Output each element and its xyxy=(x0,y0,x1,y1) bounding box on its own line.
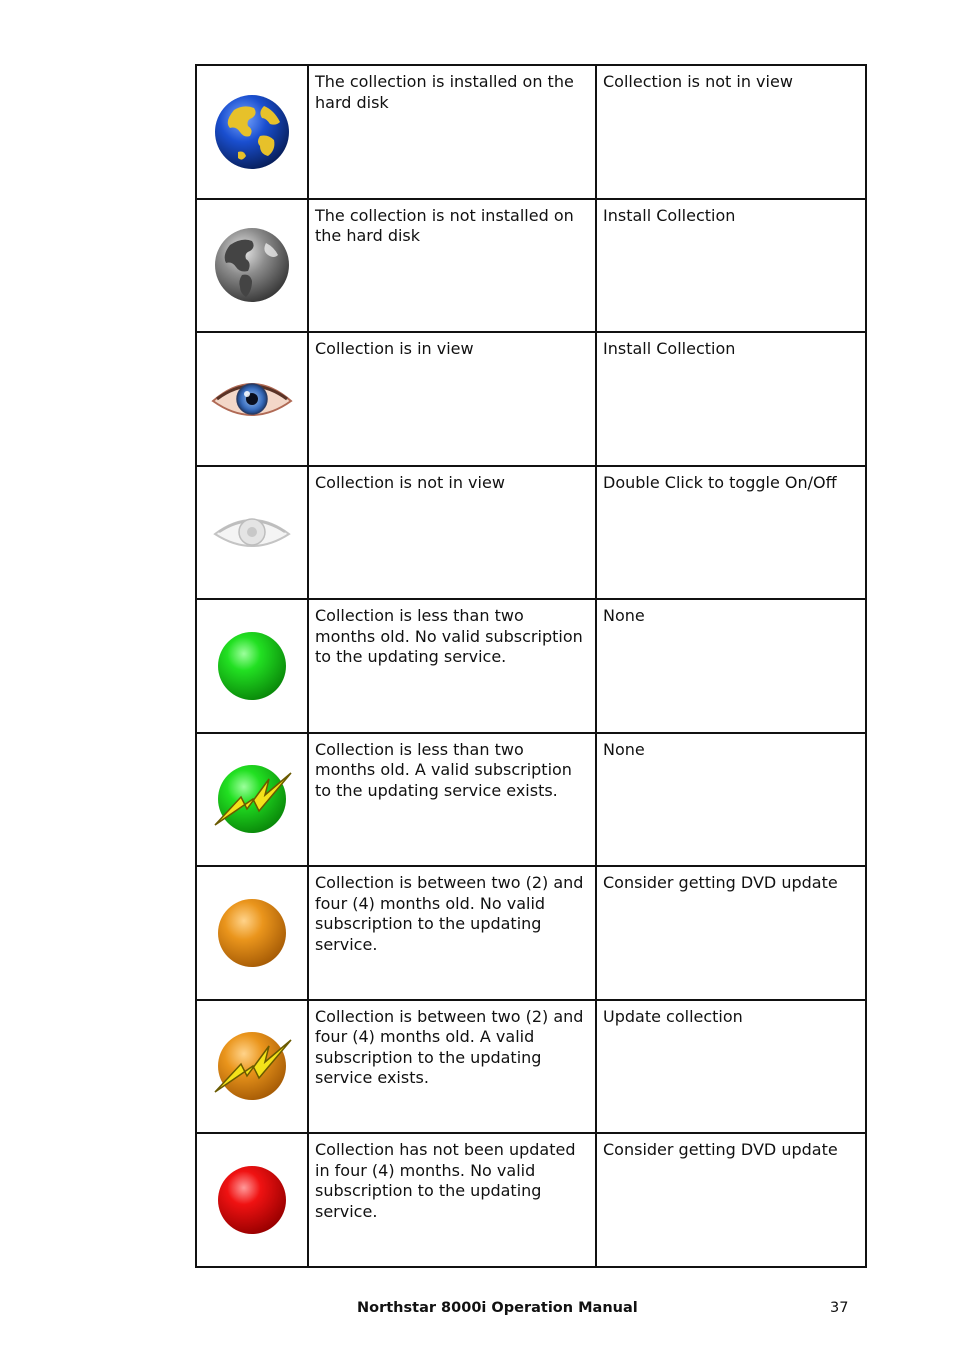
row-description: The collection is installed on the hard disk xyxy=(315,72,574,112)
icon-legend-table xyxy=(195,64,867,1268)
page-number: 37 xyxy=(830,1300,849,1316)
eye-faded-icon xyxy=(197,502,307,562)
row-action: None xyxy=(603,606,645,625)
table-row xyxy=(196,466,866,600)
eye-color-icon xyxy=(197,369,307,429)
row-description: Collection is between two (2) and four (4) months old. No valid subscription to the updating service. xyxy=(315,873,584,954)
row-action: Install Collection xyxy=(603,205,736,225)
table-row xyxy=(196,1000,866,1134)
globe-gray-icon xyxy=(197,225,307,305)
table-row xyxy=(196,65,866,199)
row-description: Collection is not in view xyxy=(315,472,505,492)
table-row xyxy=(196,1133,866,1267)
row-description: Collection is less than two months old. A valid subscription to the updating service exists. xyxy=(315,739,572,800)
orange-ball-lightning-icon xyxy=(197,1026,307,1106)
row-action: Collection is not in view xyxy=(603,72,793,91)
table-row xyxy=(196,866,866,1000)
row-description: Collection is between two (2) and four (4) months old. A valid subscription to the updating service exists. xyxy=(315,1006,584,1087)
table-row xyxy=(196,332,866,466)
table-row xyxy=(196,199,866,333)
footer-manual-title: Northstar 8000i Operation Manual xyxy=(357,1300,638,1316)
row-description: Collection is in view xyxy=(315,339,474,358)
red-ball-icon xyxy=(197,1160,307,1240)
orange-ball-icon xyxy=(197,893,307,973)
row-description: The collection is not installed on the hard disk xyxy=(315,205,574,245)
row-action: Double Click to toggle On/Off xyxy=(603,472,837,492)
green-ball-lightning-icon xyxy=(197,759,307,839)
row-description: Collection has not been updated in four (4) months. No valid subscription to the updating service. xyxy=(315,1140,576,1221)
row-action: None xyxy=(603,739,645,759)
globe-color-icon xyxy=(197,92,307,172)
row-action: Consider getting DVD update xyxy=(603,873,838,892)
green-ball-icon xyxy=(197,626,307,706)
table-row xyxy=(196,733,866,867)
row-action: Install Collection xyxy=(603,339,736,358)
row-action: Consider getting DVD update xyxy=(603,1140,838,1159)
row-description: Collection is less than two months old. No valid subscription to the updating service. xyxy=(315,606,583,666)
row-action: Update collection xyxy=(603,1006,743,1026)
table-row xyxy=(196,599,866,733)
